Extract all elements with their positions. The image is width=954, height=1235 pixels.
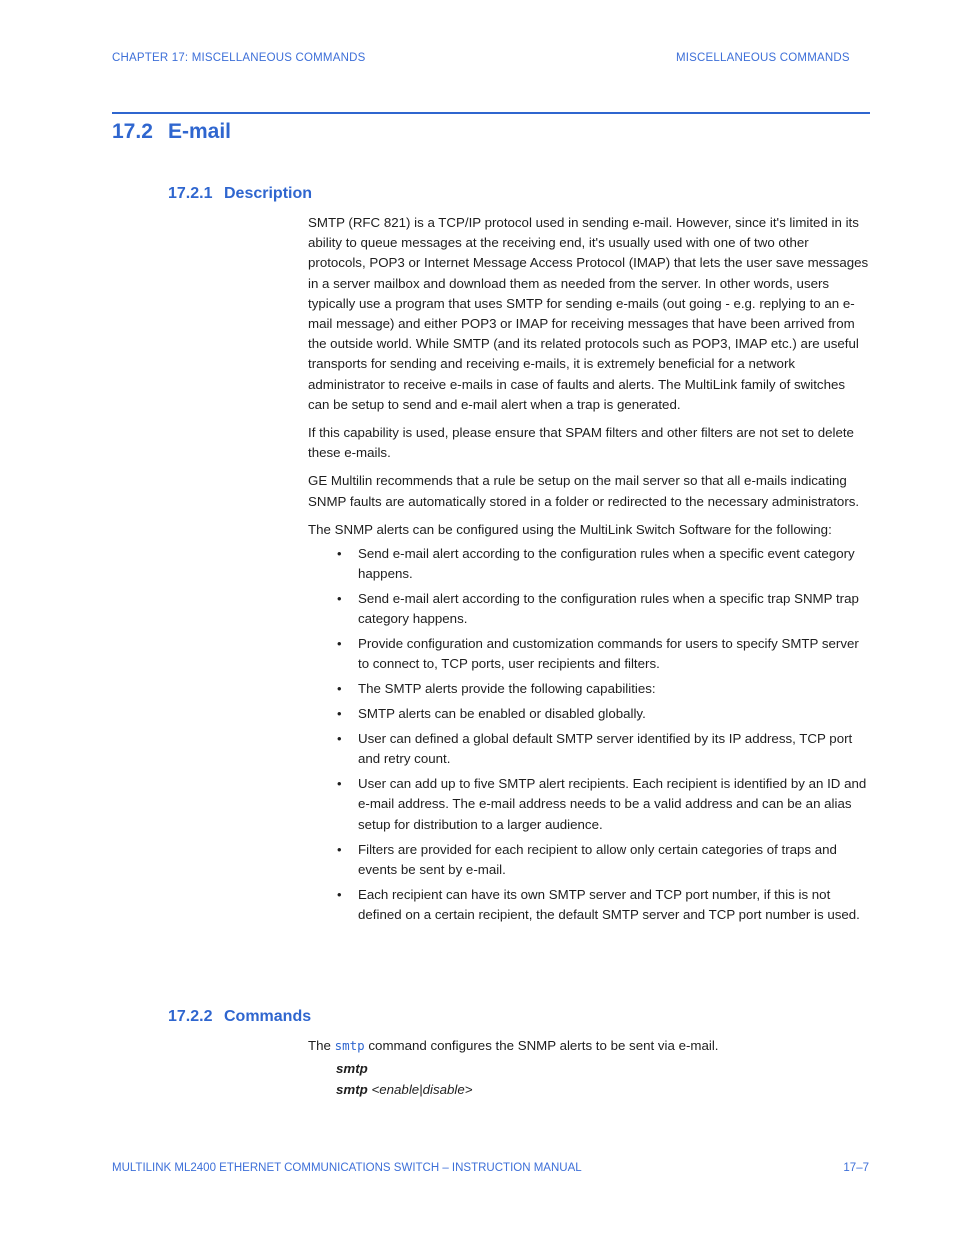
bullet-icon: • [337,591,342,607]
bullet-icon: • [337,776,342,792]
subsection-number: 17.2.1 [168,185,213,202]
section-number: 17.2 [112,120,153,143]
bullet-icon: • [337,731,342,747]
paragraph: GE Multilin recommends that a rule be setup on the mail server so that all e-mails indicating SNMP faults are automatically stored in a folder or redirected to the necessary administrators. [308,473,860,509]
commands-intro: The smtp command configures the SNMP alerts to be sent via e-mail. [308,1038,719,1053]
list-item: • Provide configuration and customization commands for users to specify SMTP server to connect to, TCP ports, user recipients and filters. [337,636,859,672]
syntax-command: smtp [336,1061,368,1077]
list-item: • Filters are provided for each recipient to allow only certain categories of traps and events be sent by e-mail. [337,841,837,877]
capabilities-list [308,544,870,925]
list-item: • Send e-mail alert according to the configuration rules when a specific event category happens. [337,546,855,582]
paragraph: If this capability is used, please ensure that SPAM filters and other filters are not set to delete these e-mails. [308,425,854,461]
bullet-icon: • [337,636,342,652]
paragraph: SMTP (RFC 821) is a TCP/IP protocol used in sending e-mail. However, since it's limited in its ability to queue messages at the receiving end, it's usually used with one of two other protocols, POP3 or Internet Message Access Protocol (IMAP) that lets the user save messages in a server mailbox and download them as needed from the server. In other words, users typically use a program that uses SMTP for sending e-mails (out going - e.g. replying to an e-mail message) and either POP3 or IMAP for receiving messages that have been arrived from the outside world. While SMTP (and its related protocols such as POP3, IMAP etc.) are useful transports for sending and receiving e-mails, it is extremely beneficial for a network administrator to receive e-mails in case of faults and alerts. The MultiLink family of switches can be setup to send and e-mail alert when a trap is generated. [308,215,869,412]
section-title: E-mail [168,120,232,143]
footer-manual-title: MULTILINK ML2400 ETHERNET COMMUNICATIONS SWITCH – INSTRUCTION MANUAL [112,1162,582,1174]
list-item: • SMTP alerts can be enabled or disabled globally. [358,704,870,724]
bullet-icon: • [337,886,342,902]
section-divider [112,112,870,114]
subsection-title: Commands [224,1008,312,1025]
commands-body [308,1036,870,1100]
running-header-section: MISCELLANEOUS COMMANDS [676,52,850,64]
bullet-icon: • [337,546,342,562]
description-body [308,213,870,930]
running-header-chapter: CHAPTER 17: MISCELLANEOUS COMMANDS [112,52,366,64]
bullet-icon: • [337,841,342,857]
inline-code-smtp: smtp [334,1038,365,1053]
list-item: • User can add up to five SMTP alert recipients. Each recipient is identified by an ID and e-mail address. The e-mail address needs to be a valid address and can be an alias setup for distribution to a larger audience. [337,776,867,832]
syntax-line [336,1058,870,1079]
paragraph: The SNMP alerts can be configured using the MultiLink Switch Software for the following: [308,521,832,537]
bullet-icon: • [337,706,342,722]
section-heading [112,120,231,144]
list-item: • Send e-mail alert according to the configuration rules when a specific trap SNMP trap category happens. [337,591,859,627]
syntax-line [336,1079,870,1100]
syntax-command: smtp [336,1082,368,1098]
list-item: • The SMTP alerts provide the following capabilities: [358,679,870,699]
list-item: • User can defined a global default SMTP server identified by its IP address, TCP port and retry count. [337,731,853,767]
bullet-icon: • [337,681,342,697]
subsection-heading-commands [168,1008,311,1026]
subsection-number: 17.2.2 [168,1008,213,1025]
subsection-heading-description [168,185,312,203]
subsection-title: Description [224,185,313,202]
page-number: 17–7 [843,1162,869,1174]
syntax-arguments: <enable|disable> [367,1082,473,1098]
list-item: • Each recipient can have its own SMTP server and TCP port number, if this is not defined on a certain recipient, the default SMTP server and TCP port number is used. [337,886,860,922]
